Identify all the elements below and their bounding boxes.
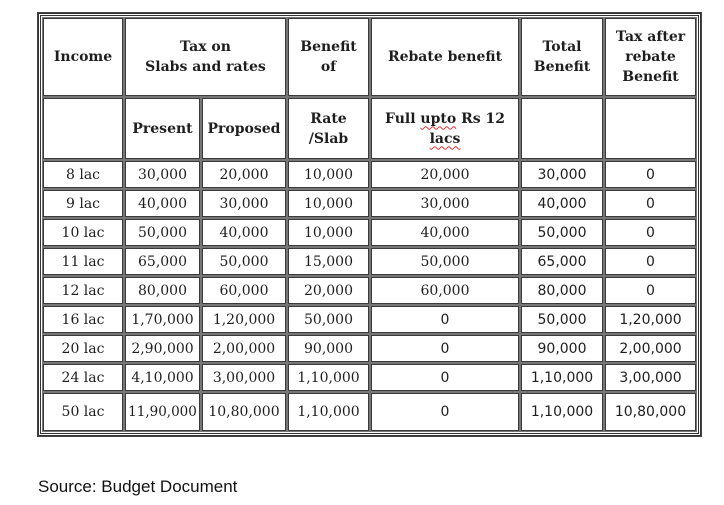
subheader-total-empty xyxy=(521,98,603,159)
tax-comparison-table-wrapper xyxy=(38,13,701,436)
cell-present: 50,000 xyxy=(125,219,200,246)
cell-income: 8 lac xyxy=(43,161,123,188)
cell-rebate: 50,000 xyxy=(371,248,519,275)
cell-proposed: 10,80,000 xyxy=(202,393,286,431)
header-tax-after-line2: rebate xyxy=(625,49,676,65)
cell-income: 24 lac xyxy=(43,364,123,391)
header-tax-on-line2: Slabs and rates xyxy=(145,59,266,75)
cell-present: 80,000 xyxy=(125,277,200,304)
cell-proposed: 1,20,000 xyxy=(202,306,286,333)
header-benefit-line1: Benefit xyxy=(300,39,357,55)
cell-total-benefit: 80,000 xyxy=(521,277,603,304)
cell-present: 1,70,000 xyxy=(125,306,200,333)
header-income-label: Income xyxy=(53,49,113,65)
header-tax-after-rebate xyxy=(605,18,696,96)
spellcheck-underline-lacs: lacs xyxy=(429,130,461,147)
spellcheck-underline-upto: upto xyxy=(420,110,457,127)
table-row xyxy=(43,393,696,431)
cell-proposed: 40,000 xyxy=(202,219,286,246)
cell-tax-after: 0 xyxy=(605,248,696,275)
header-total-benefit xyxy=(521,18,603,96)
cell-total-benefit: 50,000 xyxy=(521,306,603,333)
cell-income: 12 lac xyxy=(43,277,123,304)
cell-total-benefit: 65,000 xyxy=(521,248,603,275)
table-row xyxy=(43,161,696,188)
tax-comparison-table xyxy=(38,13,701,436)
cell-total-benefit: 30,000 xyxy=(521,161,603,188)
table-row xyxy=(43,306,696,333)
cell-income: 9 lac xyxy=(43,190,123,217)
cell-tax-after: 0 xyxy=(605,219,696,246)
cell-tax-after: 3,00,000 xyxy=(605,364,696,391)
header-income xyxy=(43,18,123,96)
cell-rate-slab: 10,000 xyxy=(288,219,369,246)
cell-tax-after: 1,20,000 xyxy=(605,306,696,333)
header-row-2 xyxy=(43,98,696,159)
cell-proposed: 20,000 xyxy=(202,161,286,188)
subheader-present-label: Present xyxy=(132,120,193,137)
header-tax-after-line1: Tax after xyxy=(615,29,686,45)
header-total-line2: Benefit xyxy=(533,59,591,75)
cell-present: 30,000 xyxy=(125,161,200,188)
cell-present: 40,000 xyxy=(125,190,200,217)
cell-present: 65,000 xyxy=(125,248,200,275)
cell-tax-after: 2,00,000 xyxy=(605,335,696,362)
table-row xyxy=(43,190,696,217)
header-tax-on-line1: Tax on xyxy=(180,39,231,55)
header-tax-after-line3: Benefit xyxy=(622,69,679,85)
cell-rebate: 40,000 xyxy=(371,219,519,246)
cell-rebate: 20,000 xyxy=(371,161,519,188)
cell-rate-slab: 1,10,000 xyxy=(288,393,369,431)
cell-income: 10 lac xyxy=(43,219,123,246)
header-benefit-of xyxy=(288,18,369,96)
subheader-rate-line1: Rate xyxy=(310,110,347,127)
subheader-rebate-text2: Rs 12 xyxy=(456,110,505,127)
header-row-1 xyxy=(43,18,696,96)
cell-total-benefit: 50,000 xyxy=(521,219,603,246)
cell-rebate: 0 xyxy=(371,335,519,362)
subheader-income-empty xyxy=(43,98,123,159)
table-row xyxy=(43,219,696,246)
header-rebate-benefit xyxy=(371,18,519,96)
cell-rate-slab: 1,10,000 xyxy=(288,364,369,391)
cell-present: 4,10,000 xyxy=(125,364,200,391)
cell-tax-after: 0 xyxy=(605,161,696,188)
cell-rebate: 0 xyxy=(371,306,519,333)
cell-rate-slab: 15,000 xyxy=(288,248,369,275)
cell-income: 11 lac xyxy=(43,248,123,275)
cell-proposed: 60,000 xyxy=(202,277,286,304)
cell-tax-after: 10,80,000 xyxy=(605,393,696,431)
cell-total-benefit: 1,10,000 xyxy=(521,393,603,431)
header-benefit-line2: of xyxy=(320,59,337,75)
subheader-rate-line2: /Slab xyxy=(308,130,349,147)
header-total-line1: Total xyxy=(542,39,582,55)
subheader-rate-slab xyxy=(288,98,369,159)
cell-rate-slab: 90,000 xyxy=(288,335,369,362)
table-row xyxy=(43,364,696,391)
cell-rebate: 0 xyxy=(371,364,519,391)
cell-present: 2,90,000 xyxy=(125,335,200,362)
cell-proposed: 50,000 xyxy=(202,248,286,275)
cell-rebate: 30,000 xyxy=(371,190,519,217)
cell-income: 20 lac xyxy=(43,335,123,362)
subheader-proposed-label: Proposed xyxy=(207,120,281,137)
table-row xyxy=(43,248,696,275)
source-note: Source: Budget Document xyxy=(38,477,238,496)
cell-income: 16 lac xyxy=(43,306,123,333)
cell-rate-slab: 10,000 xyxy=(288,161,369,188)
cell-rate-slab: 50,000 xyxy=(288,306,369,333)
subheader-present xyxy=(125,98,200,159)
cell-rebate: 0 xyxy=(371,393,519,431)
subheader-rebate-full-upto xyxy=(371,98,519,159)
cell-total-benefit: 1,10,000 xyxy=(521,364,603,391)
table-row xyxy=(43,335,696,362)
table-row xyxy=(43,277,696,304)
cell-tax-after: 0 xyxy=(605,190,696,217)
cell-proposed: 2,00,000 xyxy=(202,335,286,362)
subheader-tax-after-empty xyxy=(605,98,696,159)
cell-proposed: 30,000 xyxy=(202,190,286,217)
cell-tax-after: 0 xyxy=(605,277,696,304)
cell-proposed: 3,00,000 xyxy=(202,364,286,391)
cell-present: 11,90,000 xyxy=(125,393,200,431)
header-rebate-label: Rebate benefit xyxy=(387,49,503,65)
cell-total-benefit: 40,000 xyxy=(521,190,603,217)
cell-rate-slab: 10,000 xyxy=(288,190,369,217)
cell-income: 50 lac xyxy=(43,393,123,431)
cell-rate-slab: 20,000 xyxy=(288,277,369,304)
cell-rebate: 60,000 xyxy=(371,277,519,304)
subheader-proposed xyxy=(202,98,286,159)
header-tax-on-slabs xyxy=(125,18,286,96)
cell-total-benefit: 90,000 xyxy=(521,335,603,362)
subheader-rebate-text1: Full xyxy=(385,110,421,127)
